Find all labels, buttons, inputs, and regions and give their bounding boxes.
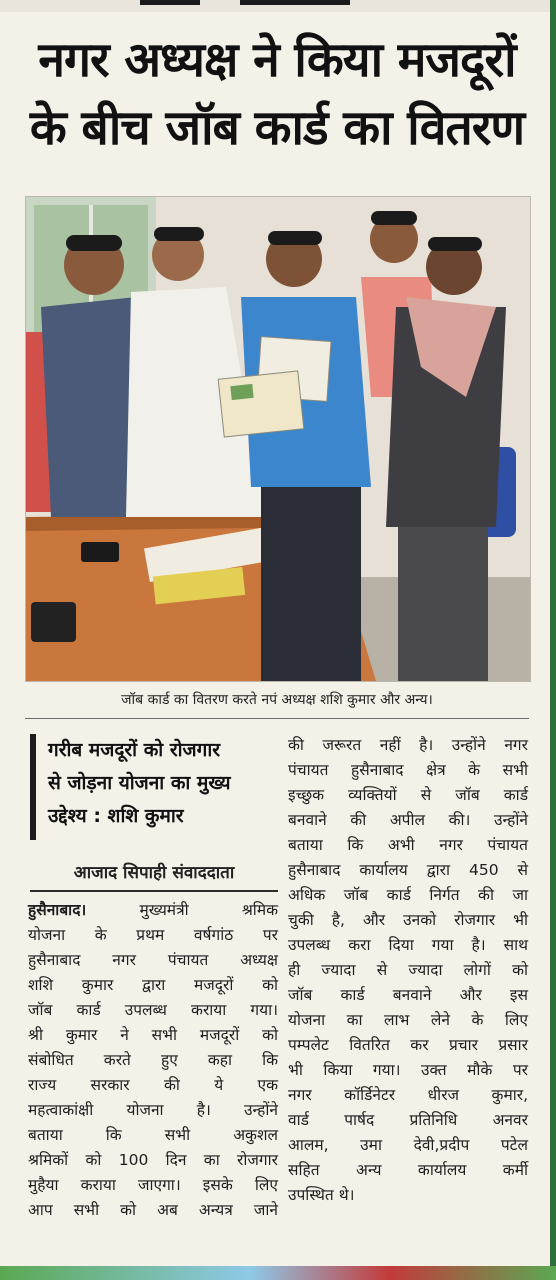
body-line: आलम, उमा देवी,प्रदीप पटेल	[288, 1136, 528, 1154]
headline-line-1: नगर अध्यक्ष ने किया मजदूरों	[38, 32, 516, 88]
photo-illustration	[26, 197, 530, 681]
body-line: नगर कॉर्डिनेटर धीरज कुमार,	[288, 1086, 528, 1104]
subhead-line-2: से जोड़ना योजना का मुख्य	[48, 772, 231, 794]
page-bottom-edge	[0, 1266, 556, 1280]
body-line: पम्पलेट वितरित कर प्रचार प्रसार	[288, 1036, 528, 1054]
body-line: भी किया गया। उक्त मौके पर	[288, 1061, 528, 1079]
body-line: बताया कि अभी नगर पंचायत	[288, 836, 528, 854]
body-line: महत्वाकांक्षी योजना है। उन्होंने	[28, 1101, 278, 1119]
dateline-place: हुसैनाबाद।	[28, 901, 87, 919]
body-line: मुहैया कराया जाएगा। इसके लिए	[28, 1176, 278, 1194]
body-line: अधिक जॉब कार्ड निर्गत की जा	[288, 886, 528, 904]
body-column-1	[28, 898, 278, 1223]
caption-divider	[25, 718, 529, 719]
body-line: हुसैनाबाद नगर पंचायत अध्यक्ष	[28, 951, 278, 969]
byline: आजाद सिपाही संवाददाता	[30, 860, 278, 892]
page-top-edge	[0, 0, 556, 12]
body-line	[28, 898, 278, 923]
body-line: उपस्थित थे।	[288, 1186, 355, 1204]
body-line: श्री कुमार ने सभी मजदूरों को	[28, 1026, 278, 1044]
body-line: संबोधित करते हुए कहा कि	[28, 1051, 278, 1069]
article-headline	[22, 26, 532, 162]
body-line: चुकी है, और उनको रोजगार भी	[288, 911, 528, 929]
article-subheadline	[30, 734, 278, 840]
body-line-first: मुख्यमंत्री श्रमिक	[139, 901, 278, 919]
body-line: हुसैनाबाद कार्यालय द्वारा 450 से	[288, 861, 528, 879]
body-line: वार्ड पार्षद प्रतिनिधि अनवर	[288, 1111, 528, 1129]
body-line: जॉब कार्ड उपलब्ध कराया गया।	[28, 1001, 278, 1019]
photo-caption: जॉब कार्ड का वितरण करते नपं अध्यक्ष शशि कुमार और अन्य।	[121, 692, 433, 708]
body-line: योजना के प्रथम वर्षगांठ पर	[28, 926, 278, 944]
body-line: बताया कि सभी अकुशल	[28, 1126, 278, 1144]
subhead-line-3: उद्देश्य : शशि कुमार	[48, 805, 184, 827]
body-line: उपलब्ध करा दिया गया है। साथ	[288, 936, 528, 954]
news-photo	[25, 196, 531, 682]
page-right-edge	[550, 0, 556, 1280]
body-line: आप सभी को अब अन्यत्र जाने	[28, 1201, 278, 1219]
body-line: बनवाने की अपील की। उन्होंने	[288, 811, 528, 829]
body-line: ही ज्यादा से ज्यादा लोगों को	[288, 961, 528, 979]
body-line: पंचायत हुसैनाबाद क्षेत्र के सभी	[288, 761, 528, 779]
body-line: इच्छुक व्यक्तियों से जॉब कार्ड	[288, 786, 528, 804]
headline-line-2: के बीच जॉब कार्ड का वितरण	[29, 100, 525, 156]
body-line: की जरूरत नहीं है। उन्होंने नगर	[288, 736, 528, 754]
body-line: श्रमिकों को 100 दिन का रोजगार	[28, 1151, 278, 1169]
body-line: शशि कुमार द्वारा मजदूरों को	[28, 976, 278, 994]
body-line: राज्य सरकार की ये एक	[28, 1076, 278, 1094]
body-column-2	[288, 733, 528, 1208]
body-line: सहित अन्य कार्यालय कर्मी	[288, 1161, 528, 1179]
body-line: योजना का लाभ लेने के लिए	[288, 1011, 528, 1029]
subhead-line-1: गरीब मजदूरों को रोजगार	[48, 739, 221, 761]
body-line: जॉब कार्ड बनवाने और इस	[288, 986, 528, 1004]
